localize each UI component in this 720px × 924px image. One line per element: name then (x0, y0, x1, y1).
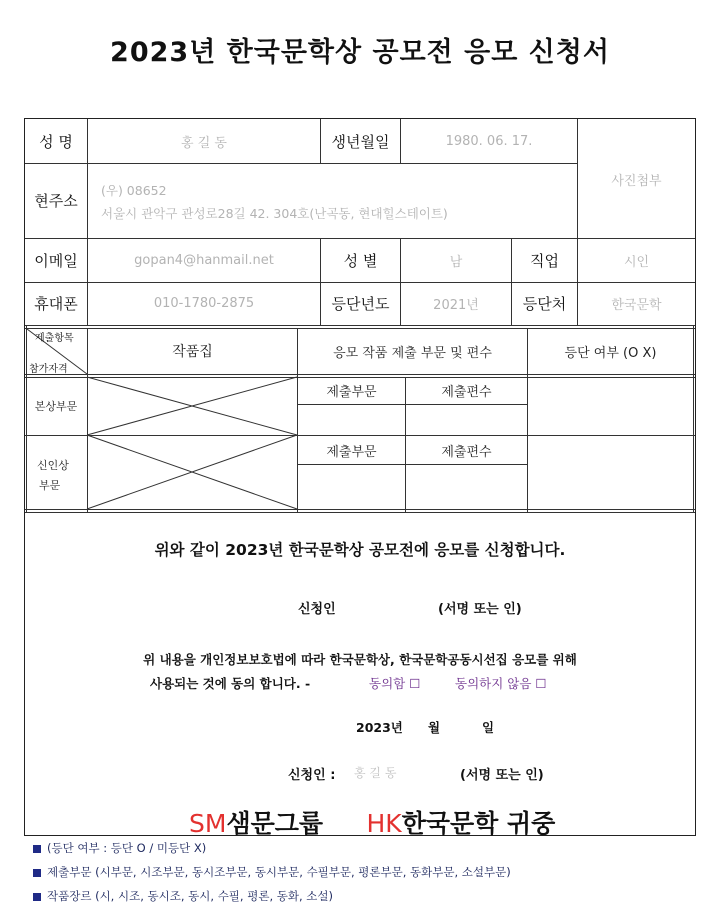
email-value[interactable]: gopan4@hanmail.net (134, 252, 274, 268)
applicant-sign-hint[interactable]: (서명 또는 인) (438, 602, 522, 617)
addressee (189, 804, 555, 840)
debut-year-value[interactable]: 2021년 (433, 298, 479, 313)
date-year: 2023년 (356, 720, 403, 735)
main-count-label: 제출편수 (441, 385, 492, 400)
job-value[interactable]: 시인 (623, 254, 650, 270)
privacy-line-2: 사용되는 것에 동의 합니다. - (150, 676, 311, 691)
col-debut-header: 등단 여부 (O X) (564, 345, 657, 361)
gender-value[interactable]: 남 (449, 254, 463, 270)
bullet-square-icon (33, 869, 41, 877)
note-genres: 작품장르 (시, 시조, 동시조, 동시, 수필, 평론, 동화, 소설) (33, 888, 333, 904)
disagree-checkbox[interactable]: 동의하지 않음 ☐ (455, 676, 547, 691)
name-value[interactable]: 홍 길 동 (181, 135, 227, 151)
debut-year-label: 등단년도 (331, 295, 390, 313)
final-sign-hint[interactable]: (서명 또는 인) (460, 768, 544, 783)
note-debut: (등단 여부 : 등단 O / 미등단 X) (33, 840, 206, 856)
debut-place-value[interactable]: 한국문학 (611, 298, 662, 313)
photo-placeholder[interactable]: 사진첨부 (611, 173, 662, 189)
col-collection-header: 작품집 (172, 344, 213, 360)
corner-bottom-label: 참가자격 (29, 364, 68, 375)
form-title: 2023년 한국문학상 공모전 응모 신청서 (110, 37, 610, 68)
final-applicant-name[interactable]: 홍 길 동 (354, 766, 397, 780)
col-submission-header: 응모 작품 제출 부문 및 편수 (333, 345, 492, 361)
date-day[interactable]: 일 (482, 720, 495, 735)
hk-name: 한국문학 (401, 809, 499, 838)
job-label: 직업 (530, 251, 559, 270)
email-label: 이메일 (34, 251, 78, 270)
addressee-suffix: 귀중 (507, 809, 556, 838)
address-postcode[interactable]: (우) 08652 (101, 183, 167, 198)
address-label: 현주소 (34, 192, 78, 210)
main-section-label: 제출부문 (326, 385, 377, 400)
date-month[interactable]: 월 (428, 720, 441, 735)
corner-top-label: 제출항목 (35, 333, 74, 344)
name-label: 성 명 (39, 132, 73, 151)
agree-checkbox[interactable]: 동의함 ☐ (369, 676, 421, 691)
note-sections: 제출부문 (시부문, 시조부문, 동시조부문, 동시부문, 수필부문, 평론부문, 동화부문, 소설부문) (33, 864, 511, 880)
gender-label: 성 별 (343, 251, 378, 270)
phone-label: 휴대폰 (34, 295, 78, 313)
sm-mark: SM (189, 809, 227, 838)
bullet-square-icon (33, 893, 41, 901)
new-section-label: 제출부문 (326, 444, 377, 460)
final-applicant-label: 신청인 : (288, 768, 336, 783)
address-street[interactable]: 서울시 관악구 관성로28길 42. 304호(난곡동, 현대힐스테이트) (101, 206, 448, 221)
hk-mark: HK (366, 809, 402, 838)
bullet-square-icon (33, 845, 41, 853)
birth-label: 생년월일 (331, 132, 390, 151)
row-main-award-label: 본상부문 (34, 400, 78, 413)
new-count-label: 제출편수 (441, 444, 492, 460)
row-new-award-label-2: 부문 (39, 479, 61, 492)
row-new-award-label-1: 신인상 (37, 459, 69, 472)
birth-value[interactable]: 1980. 06. 17. (445, 133, 533, 149)
privacy-line-1: 위 내용을 개인정보보호법에 따라 한국문학상, 한국문학공동시선집 응모를 위해 (143, 652, 577, 667)
phone-value[interactable]: 010-1780-2875 (153, 296, 255, 311)
applicant-label: 신청인 (298, 602, 336, 617)
sm-name: 샘문그룹 (226, 809, 324, 838)
debut-place-label: 등단처 (522, 295, 567, 313)
declaration-text: 위와 같이 2023년 한국문학상 공모전에 응모를 신청합니다. (154, 541, 566, 559)
